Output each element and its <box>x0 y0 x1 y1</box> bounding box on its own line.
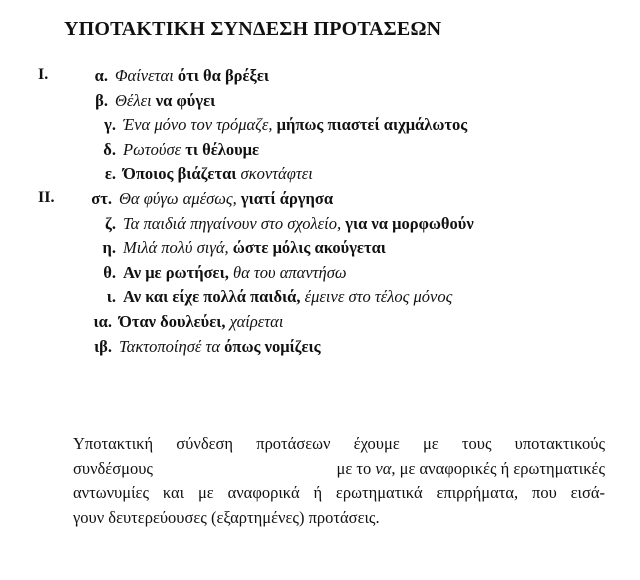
subordinate-clause: γιατί άργησα <box>240 189 334 208</box>
example-sentence <box>123 140 259 160</box>
example-sentence <box>123 238 386 258</box>
explanation-paragraph <box>73 432 605 530</box>
example-sentence <box>123 287 452 307</box>
main-clause: σκοντάφτει <box>240 164 313 184</box>
example-sentence <box>119 189 333 209</box>
example-letter: θ. <box>103 262 116 282</box>
paragraph-with-the: με το <box>336 458 372 478</box>
example-sentence <box>119 337 321 357</box>
main-clause: Θα φύγω αμέσως, <box>119 189 237 208</box>
main-clause: χαίρεται <box>229 312 284 331</box>
subordinate-clause: Αν με ρωτήσει, <box>123 262 229 282</box>
subordinate-clause: Αν και είχε πολλά παιδιά, <box>123 287 301 307</box>
example-letter: α. <box>94 66 108 85</box>
subordinate-clause: να φύγει <box>155 90 216 110</box>
main-clause: Τακτοποίησέ τα <box>119 336 221 356</box>
example-letter: β. <box>95 90 108 110</box>
example-letter: ζ. <box>105 213 116 233</box>
section-numeral: II. <box>38 189 55 206</box>
section-numeral: I. <box>38 66 49 83</box>
example-letter: γ. <box>104 115 116 135</box>
example-sentence <box>123 263 347 283</box>
example-letter: ιβ. <box>94 336 112 356</box>
subordinate-clause: για να μορφωθούν <box>345 213 474 233</box>
main-clause: Φαίνεται <box>115 66 174 85</box>
paragraph-line-2 <box>73 457 605 482</box>
example-sentence <box>123 164 313 184</box>
example-letter: η. <box>102 238 116 258</box>
example-letter: ε. <box>104 164 116 184</box>
example-sentence <box>123 214 474 234</box>
main-clause: Ρωτούσε <box>123 139 182 159</box>
subordinate-clause: Όταν δουλεύει, <box>119 312 226 331</box>
example-letter: ια. <box>93 312 112 331</box>
paragraph-line-4: γουν δευτερεύουσες (εξαρτημένες) προτάσεις. <box>73 507 380 527</box>
paragraph-line-3: αντωνυμίες και με αναφορικά ή ερωτηματικά επιρρήματα, που εισά- <box>73 483 605 502</box>
main-clause: Θέλει <box>115 90 152 110</box>
subordinate-clause: μήπως πιαστεί αιχμάλωτος <box>276 115 468 135</box>
main-clause: έμεινε στο τέλος μόνος <box>304 287 453 307</box>
paragraph-na-particle: να <box>375 458 392 478</box>
paragraph-line-1: Υποτακτική σύνδεση προτάσεων έχουμε με τους υποτακτικούς <box>73 434 605 453</box>
example-sentence <box>115 91 215 111</box>
example-sentence <box>115 66 269 86</box>
page-title: ΥΠΟΤΑΚΤΙΚΗ ΣΥΝΔΕΣΗ ΠΡΟΤΑΣΕΩΝ <box>64 18 442 40</box>
example-letter: ι. <box>106 287 116 307</box>
main-clause: Μιλά πολύ σιγά, <box>123 238 229 258</box>
subordinate-clause: Όποιος βιάζεται <box>123 164 237 184</box>
example-letter: στ. <box>91 189 112 208</box>
subordinate-clause: ότι θα βρέξει <box>177 66 270 85</box>
example-letter: δ. <box>103 139 116 159</box>
subordinate-clause: όπως νομίζεις <box>224 336 321 356</box>
example-sentence <box>123 115 467 135</box>
main-clause: Ένα μόνο τον τρόμαζε, <box>123 115 273 135</box>
paragraph-line-2-rest: , με αναφορικές ή ερωτηματικές <box>391 458 605 478</box>
paragraph-conjunctions-word: συνδέσμους <box>73 458 153 478</box>
subordinate-clause: ώστε μόλις ακούγεται <box>232 238 386 258</box>
main-clause: Τα παιδιά πηγαίνουν στο σχολείο, <box>123 213 342 233</box>
example-sentence <box>119 312 283 332</box>
subordinate-clause: τι θέλουμε <box>185 139 260 159</box>
main-clause: θα του απαντήσω <box>232 262 347 282</box>
